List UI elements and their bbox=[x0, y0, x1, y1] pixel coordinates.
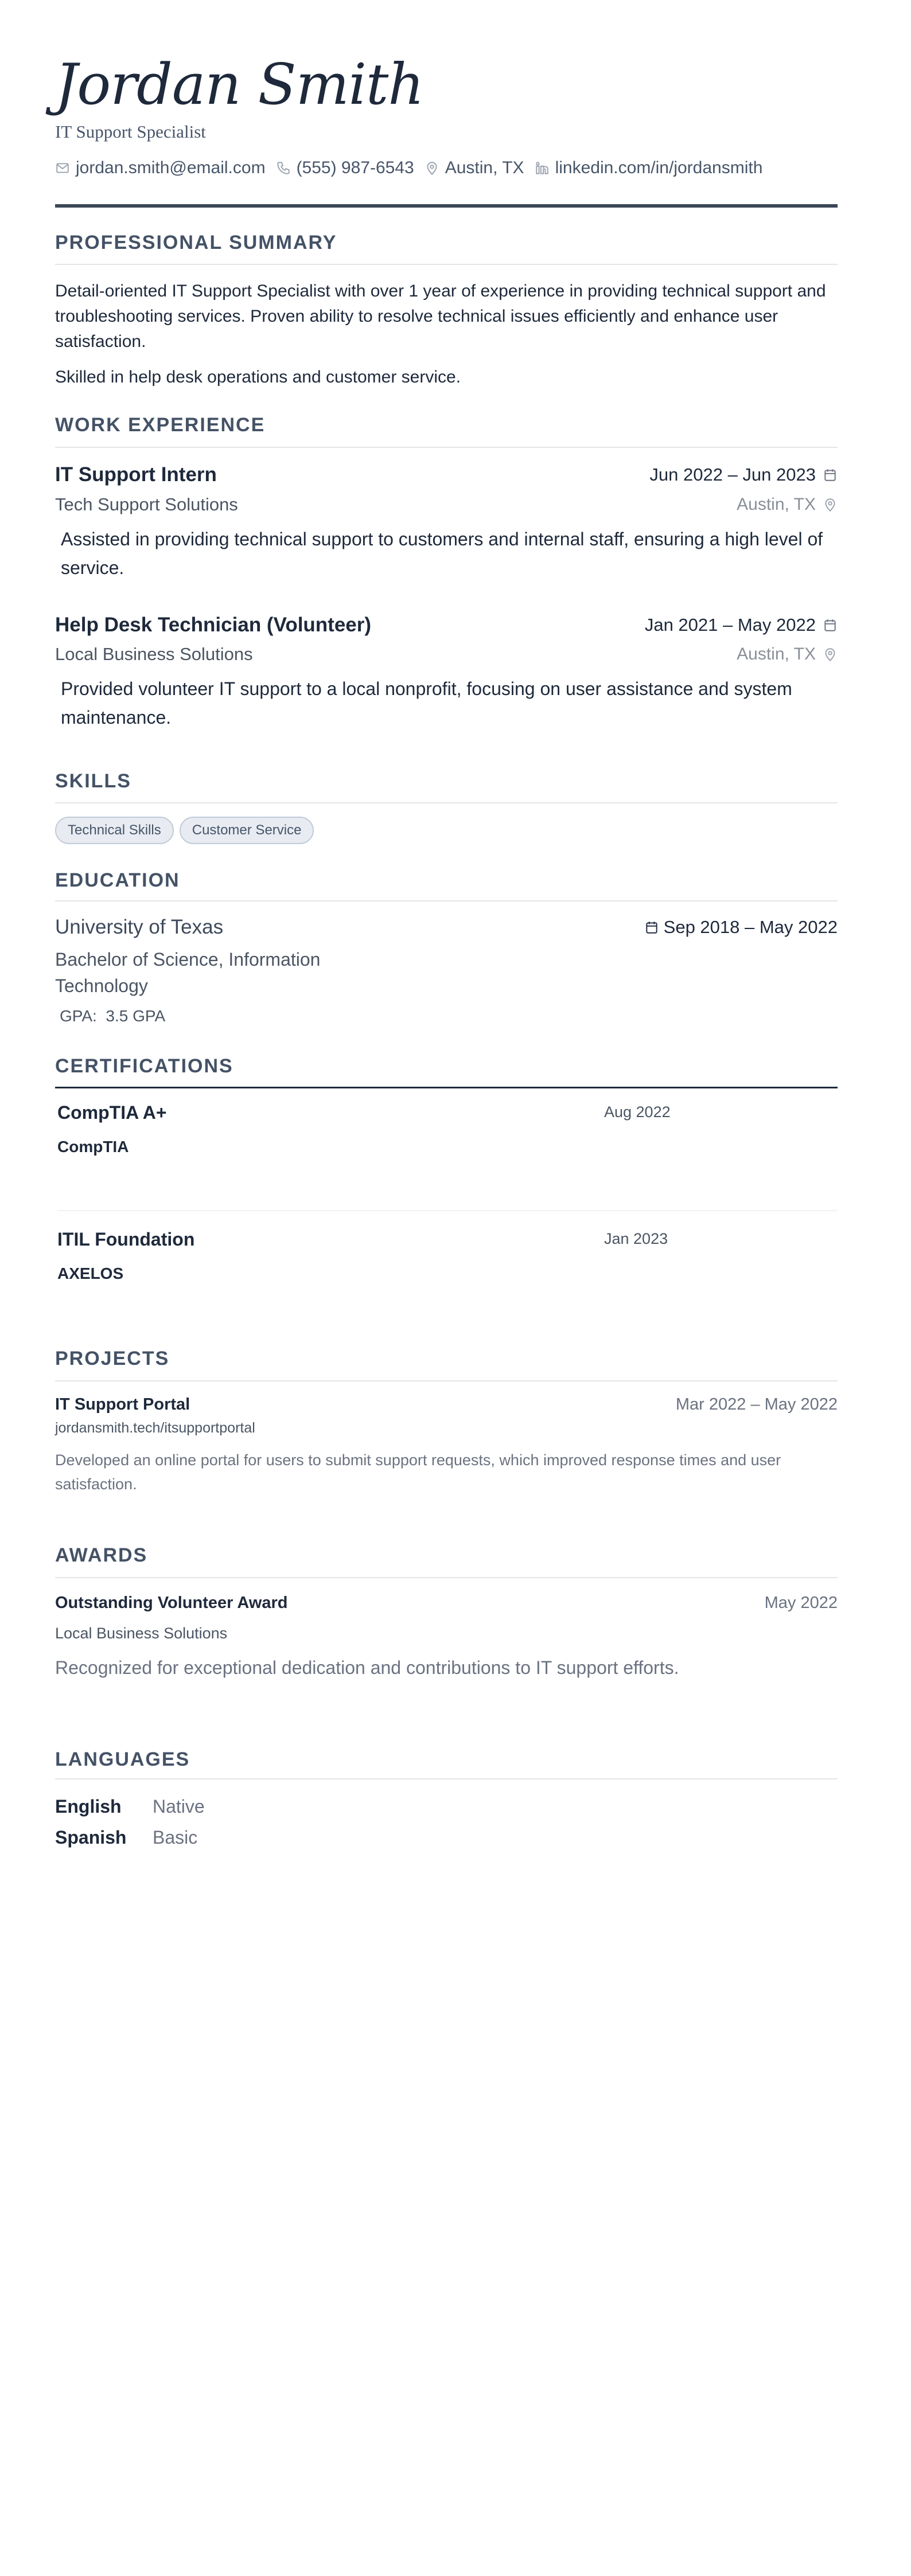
certification-issuer: AXELOS bbox=[57, 1264, 124, 1282]
language-name: English bbox=[55, 1796, 122, 1817]
section-heading-skills: SKILLS bbox=[55, 770, 131, 792]
award-description: Recognized for exceptional dedication and contributions to IT support efforts. bbox=[55, 1657, 679, 1678]
project-name: IT Support Portal bbox=[55, 1395, 190, 1414]
job-description: Provided volunteer IT support to a local nonprofit, focusing on user assistance and system maintenance. bbox=[61, 678, 792, 728]
summary-paragraph: Detail-oriented IT Support Specialist with over 1 year of experience in providing technical support and troubleshooting services. Proven ability to resolve technical issues efficiently and enhance user satisfaction. bbox=[55, 282, 826, 351]
candidate-name: Jordan Smith bbox=[55, 52, 424, 118]
map-pin-icon bbox=[823, 497, 838, 512]
language-level: Native bbox=[153, 1796, 205, 1817]
contact-email[interactable] bbox=[55, 158, 266, 178]
job-dates bbox=[649, 465, 838, 485]
skill-chip: Customer Service bbox=[180, 817, 314, 844]
education-gpa bbox=[60, 1007, 165, 1025]
contact-location-text: Austin, TX bbox=[445, 158, 524, 177]
project-description: Developed an online portal for users to submit support requests, which improved response times and user satisfaction. bbox=[55, 1451, 781, 1493]
project-dates: Mar 2022 – May 2022 bbox=[675, 1395, 838, 1414]
summary-extra: Skilled in help desk operations and customer service. bbox=[55, 368, 461, 387]
calendar-icon bbox=[823, 467, 838, 482]
header-divider bbox=[55, 204, 838, 208]
calendar-icon bbox=[823, 618, 838, 633]
section-heading-projects: PROJECTS bbox=[55, 1348, 170, 1369]
language-item bbox=[55, 1796, 205, 1817]
job-title: Help Desk Technician (Volunteer) bbox=[55, 614, 372, 636]
section-divider bbox=[55, 1380, 838, 1381]
award-issuer: Local Business Solutions bbox=[55, 1625, 228, 1642]
award-name: Outstanding Volunteer Award bbox=[55, 1594, 288, 1612]
contact-phone-text: (555) 987-6543 bbox=[296, 158, 414, 177]
map-pin-icon bbox=[425, 161, 439, 175]
section-heading-education: EDUCATION bbox=[55, 869, 180, 891]
job-location bbox=[737, 645, 838, 664]
section-heading-experience: WORK EXPERIENCE bbox=[55, 414, 266, 436]
certification-name: ITIL Foundation bbox=[57, 1229, 195, 1250]
contact-bar bbox=[55, 158, 773, 178]
section-divider bbox=[55, 900, 838, 901]
contact-location bbox=[425, 158, 524, 178]
contact-linkedin-text: linkedin.com/in/jordansmith bbox=[555, 158, 763, 177]
mail-icon bbox=[55, 161, 70, 175]
map-pin-icon bbox=[823, 647, 838, 662]
candidate-title: IT Support Specialist bbox=[55, 122, 206, 142]
section-divider bbox=[55, 1778, 838, 1779]
certification-date: Aug 2022 bbox=[604, 1103, 671, 1121]
calendar-icon bbox=[644, 920, 659, 935]
job-dates-text: Jun 2022 – Jun 2023 bbox=[649, 465, 816, 485]
job-description: Assisted in providing technical support to customers and internal staff, ensuring a high level of service. bbox=[61, 529, 823, 578]
section-divider bbox=[55, 447, 838, 448]
language-level: Basic bbox=[153, 1827, 198, 1848]
contact-linkedin[interactable] bbox=[535, 158, 763, 178]
job-location-text: Austin, TX bbox=[737, 645, 816, 663]
job-dates-text: Jan 2021 – May 2022 bbox=[644, 615, 816, 635]
education-entry bbox=[55, 916, 838, 939]
certification-divider bbox=[57, 1210, 838, 1211]
skill-chip: Technical Skills bbox=[55, 817, 174, 844]
certification-issuer: CompTIA bbox=[57, 1138, 129, 1156]
job-dates bbox=[645, 615, 838, 635]
contact-email-text: jordan.smith@email.com bbox=[76, 158, 266, 177]
job-location bbox=[737, 495, 838, 514]
contact-phone[interactable] bbox=[276, 158, 414, 178]
skills-list bbox=[55, 817, 314, 844]
section-divider bbox=[55, 1087, 838, 1088]
certification-name: CompTIA A+ bbox=[57, 1102, 167, 1123]
award-date: May 2022 bbox=[764, 1594, 838, 1612]
section-heading-awards: AWARDS bbox=[55, 1544, 148, 1566]
language-item bbox=[55, 1827, 197, 1848]
job-company: Tech Support Solutions bbox=[55, 494, 238, 514]
language-name: Spanish bbox=[55, 1827, 127, 1848]
section-divider bbox=[55, 1577, 838, 1578]
section-heading-summary: PROFESSIONAL SUMMARY bbox=[55, 232, 337, 253]
section-heading-languages: LANGUAGES bbox=[55, 1748, 190, 1770]
section-heading-certifications: CERTIFICATIONS bbox=[55, 1055, 233, 1077]
gpa-label: GPA: bbox=[60, 1007, 97, 1025]
education-dates bbox=[644, 917, 838, 938]
phone-icon bbox=[276, 161, 291, 175]
gpa-value: 3.5 GPA bbox=[106, 1007, 166, 1025]
education-degree: Bachelor of Science, Information Technology bbox=[55, 949, 321, 996]
education-school: University of Texas bbox=[55, 916, 224, 938]
section-divider bbox=[55, 264, 838, 265]
section-divider bbox=[55, 802, 838, 803]
job-location-text: Austin, TX bbox=[737, 495, 816, 514]
education-dates-text: Sep 2018 – May 2022 bbox=[663, 917, 838, 937]
job-title: IT Support Intern bbox=[55, 463, 217, 486]
certification-date: Jan 2023 bbox=[604, 1230, 668, 1247]
project-link[interactable]: jordansmith.tech/itsupportportal bbox=[55, 1420, 255, 1436]
job-company: Local Business Solutions bbox=[55, 644, 253, 664]
linkedin-icon bbox=[535, 161, 550, 175]
